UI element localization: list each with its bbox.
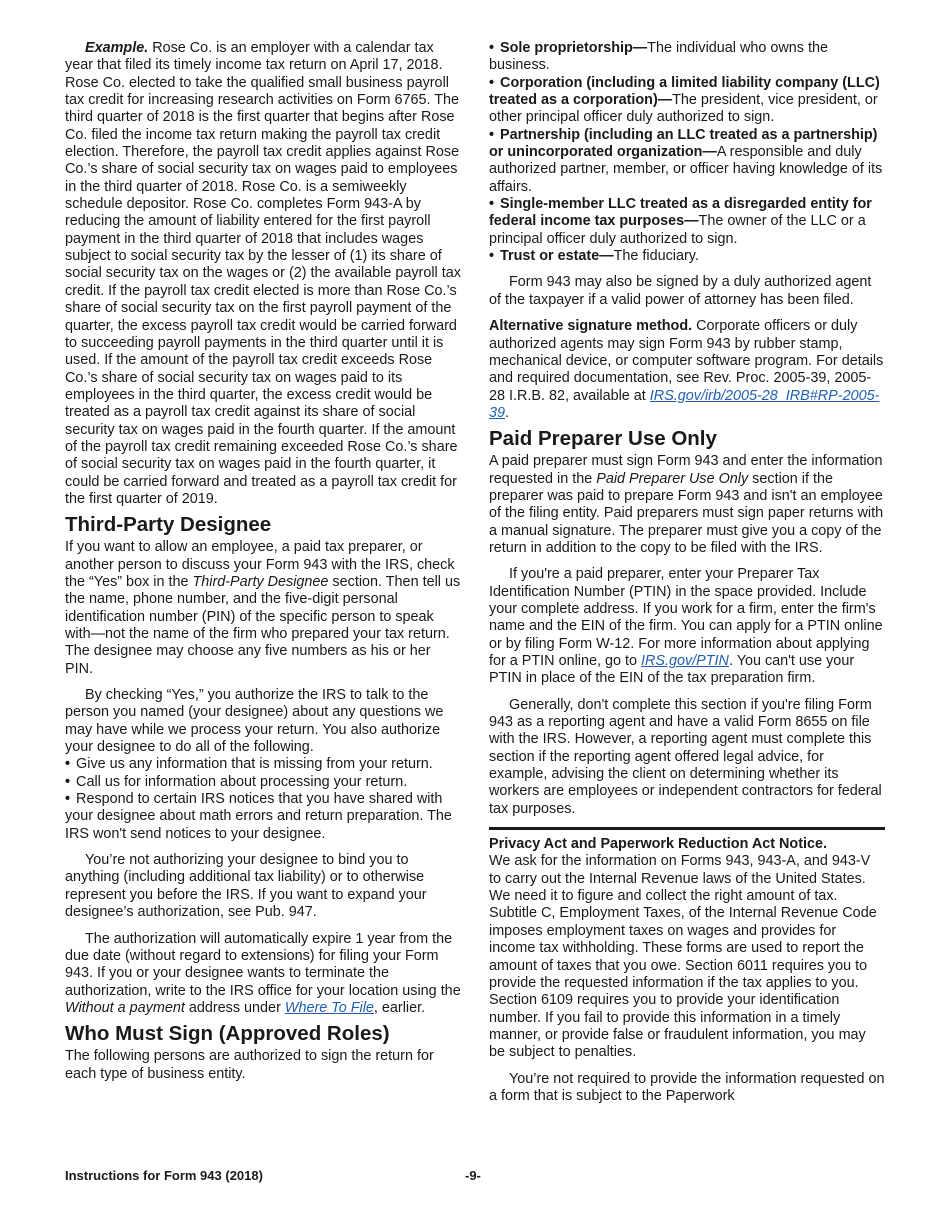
- list-item: • Call us for information about processing your return.: [65, 774, 461, 791]
- preparer-paragraph-3: Generally, don't complete this section if you're filing Form 943 as a reporting agent and have a valid Form 8655 on file with the IRS. However, a reporting agent must complete this section if the reporting agent offered legal advice, for example, advising the client on determining whether its workers are employees or independent contractors for federal tax purposes.: [489, 696, 882, 817]
- list-item: • Respond to certain IRS notices that you have shared with your designee about math errors and return preparation. The IRS won't send notices to your designee.: [65, 791, 461, 843]
- agent-paragraph: Form 943 may also be signed by a duly authorized agent of the taxpayer if a valid power of attorney has been filed.: [489, 274, 872, 308]
- list-item: • Sole proprietorship—The individual who owns the business.: [489, 40, 885, 75]
- who-must-sign-paragraph: The following persons are authorized to sign the return for each type of business entity.: [65, 1048, 434, 1082]
- list-item: • Partnership (including an LLC treated as a partnership) or unincorporated organization—A responsible and duly authorized partner, member, or officer having knowledge of its affairs.: [489, 127, 885, 196]
- right-column: [489, 40, 885, 1105]
- designee-bullet-list: [65, 756, 461, 843]
- privacy-paragraph-2: You’re not required to provide the information requested on a form that is subject to the Paperwork: [489, 1070, 885, 1104]
- designee-paragraph-2: By checking “Yes,” you authorize the IRS to talk to the person you named (your designee) about any questions we may have while we process your return. You also authorize your designee to do all of the following.: [65, 687, 444, 756]
- page-number: -9-: [465, 1168, 481, 1183]
- privacy-heading: Privacy Act and Paperwork Reduction Act Notice.: [489, 836, 828, 853]
- list-item: • Single-member LLC treated as a disregarded entity for federal income tax purposes—The owner of the LLC or a principal officer duly authorized to sign.: [489, 196, 885, 248]
- left-column: [65, 40, 461, 1083]
- list-item: • Trust or estate—The fiduciary.: [489, 248, 885, 265]
- privacy-paragraph-1: We ask for the information on Forms 943, 943-A, and 943-V to carry out the Internal Revenue laws of the United States. We need it to figure and collect the right amount of tax. Subtitle C, Employment Taxes, of the Internal Revenue Code imposes employment taxes on wages and provides for income tax withholding. These forms are used to report the amount of taxes that you owe. Section 6011 requires you to provide the requested information if the tax applies to you. Section 6109 requires you to provide your identification number. If you fail to provide this information in a timely manner, or provide false or fraudulent information, you may be subject to penalties.: [489, 853, 877, 1061]
- list-item: • Corporation (including a limited liability company (LLC) treated as a corporation)—The president, vice president, or other principal officer duly authorized to sign.: [489, 75, 885, 127]
- footer-title: Instructions for Form 943 (2018): [65, 1168, 263, 1183]
- approved-roles-list: [489, 40, 885, 265]
- ptin-link[interactable]: IRS.gov/PTIN: [640, 653, 729, 669]
- example-paragraph: Example. Rose Co. is an employer with a calendar tax year that filed its timely income tax return on April 17, 2018. Rose Co. elected to take the qualified small business payroll tax credit for increasing research activities on Form 6765. The third quarter of 2018 is the first quarter that begins after Rose Co. filed the income tax return making the payroll tax credit election. Therefore, the payroll tax credit applies against Rose Co.’s share of social security tax on wages paid to employees in the third quarter of 2018. Rose Co. is a semiweekly schedule depositor. Rose Co. completes Form 943-A by reducing the amount of liability entered for the first payroll payment in the third quarter of 2018 that includes wages subject to social security tax by the lesser of (1) its share of social security tax on the wages or (2) the available payroll tax credit. If the payroll tax credit elected is more than Rose Co.’s share of social security tax on the first payroll payment of the quarter, the excess payroll tax credit would be carried forward to succeeding payroll payments in the third quarter until it is used. If the amount of the payroll tax credit exceeds Rose Co.’s share of social security tax on wages paid to its employees in the third quarter, the excess credit would be treated as a payroll tax credit against its share of social security tax on wages paid in the fourth quarter. If the amount of the payroll tax credit remaining exceeded Rose Co.’s share of social security tax on wages paid in the fourth quarter, it could be carried forward and treated as a payroll tax credit for the first quarter of 2019.: [65, 40, 461, 507]
- designee-paragraph-4: The authorization will automatically expire 1 year from the due date (without regard to extensions) for filing your Form 943. If you or your designee wants to terminate the authorization, write to the IRS office for your location using the Without a payment address under Where To File, earlier.: [65, 930, 461, 1016]
- alternative-signature-paragraph: Alternative signature method. Corporate officers or duly authorized agents may sign Form 943 by rubber stamp, mechanical device, or computer software program. For details and required documentation, see Rev. Proc. 2005-39, 2005-28 I.R.B. 82, available at IRS.gov/irb/2005-28_IRB#RP-2005-39.: [489, 318, 884, 421]
- designee-paragraph-1: If you want to allow an employee, a paid tax preparer, or another person to discuss your Form 943 with the IRS, check the “Yes” box in the Third-Party Designee section. Then tell us the name, phone number, and the five-digit personal identification number (PIN) of the specific person to speak with—not the name of the firm who prepared your tax return. The designee may choose any five numbers as his or her PIN.: [65, 539, 461, 677]
- where-to-file-link[interactable]: Where To File: [284, 999, 374, 1016]
- preparer-paragraph-2: If you're a paid preparer, enter your Preparer Tax Identification Number (PTIN) in the space provided. Include your complete address. If you work for a firm, enter the firm's name and the EIN of the firm. You can apply for a PTIN online or by filing Form W-12. For more information about applying for a PTIN online, go to IRS.gov/PTIN. You can't use your PTIN in place of the EIN of the tax preparation firm.: [489, 566, 883, 687]
- preparer-paragraph-1: A paid preparer must sign Form 943 and enter the information requested in the Paid Preparer Use Only section if the preparer was paid to prepare Form 943 and isn't an employee of the filing entity. Paid preparers must sign paper returns with a manual signature. The preparer must give you a copy of the return in addition to the copy to be filed with the IRS.: [489, 453, 884, 556]
- who-must-sign-heading: Who Must Sign (Approved Roles): [65, 1022, 390, 1046]
- paid-preparer-heading: Paid Preparer Use Only: [489, 427, 717, 451]
- rev-proc-link[interactable]: IRS.gov/irb/2005-28_IRB#RP-2005-39: [489, 387, 880, 421]
- list-item: • Give us any information that is missing from your return.: [65, 756, 461, 773]
- section-divider: [489, 827, 885, 830]
- designee-paragraph-3: You’re not authorizing your designee to bind you to anything (including additional tax liability) or to otherwise represent you before the IRS. If you want to expand your designee’s authorization, see Pub. 947.: [65, 852, 427, 921]
- example-label: Example.: [85, 40, 149, 56]
- third-party-designee-heading: Third-Party Designee: [65, 513, 272, 537]
